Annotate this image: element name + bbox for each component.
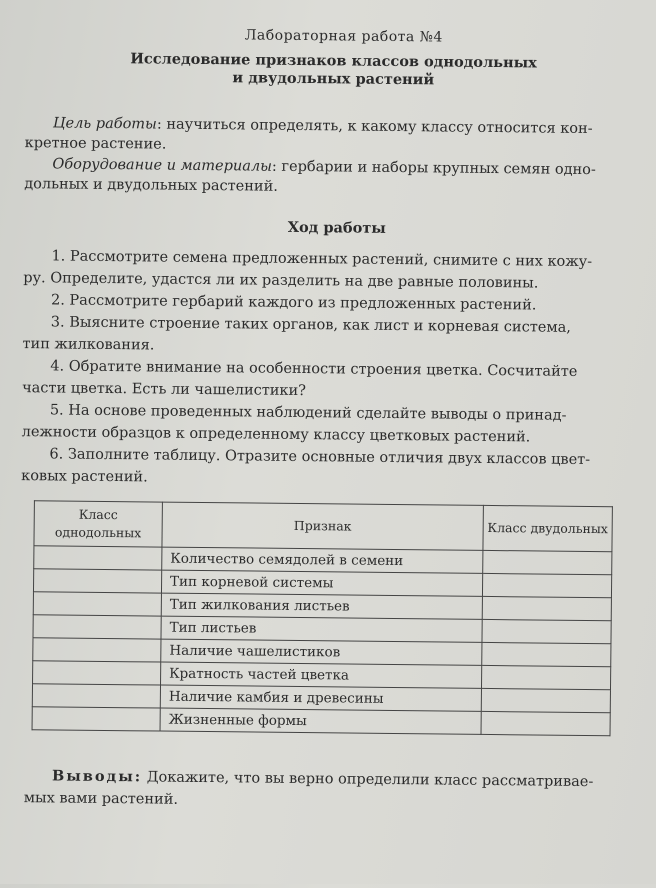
step-3: 3. Выясните строение таких органов, как лист и корневая система, <box>50 314 571 336</box>
goal-text: : научиться определять, к какому классу относится кон- <box>156 116 593 138</box>
conclusion-text: Докажите, что вы верно определили класс рассматривае- <box>142 769 594 791</box>
monocot-cell[interactable] <box>33 638 161 662</box>
dicot-cell[interactable] <box>482 642 611 666</box>
dicot-cell[interactable] <box>481 688 610 712</box>
subtitle-line: и двудольных растений <box>232 69 435 89</box>
header-feature: Признак <box>162 502 483 550</box>
conclusion-line <box>52 767 593 790</box>
feature-cell: Жизненные формы <box>160 708 481 734</box>
subtitle-line: Исследование признаков классов однодольных <box>130 50 537 72</box>
monocot-cell[interactable] <box>33 615 161 639</box>
step-4: 4. Обратите внимание на особенности строения цветка. Сосчитайте <box>50 358 578 380</box>
feature-cell: Тип корневой системы <box>161 570 482 596</box>
feature-cell: Кратность частей цветка <box>161 662 482 688</box>
monocot-cell[interactable] <box>32 684 160 708</box>
conclusion-label: Выводы: <box>51 767 143 786</box>
procedure-heading: Ход работы <box>287 218 386 237</box>
feature-cell: Тип листьев <box>161 616 482 642</box>
monocot-cell[interactable] <box>33 661 161 685</box>
step-2: 2. Рассмотрите гербарий каждого из предложенных растений. <box>50 292 537 314</box>
equipment-label: Оборудование и материалы <box>52 156 273 175</box>
dicot-cell[interactable] <box>482 619 611 643</box>
feature-cell: Наличие чашелистиков <box>161 639 482 665</box>
step-4-cont: части цветка. Есть ли чашелистики? <box>22 380 307 400</box>
dicot-cell[interactable] <box>481 711 610 735</box>
dicot-cell[interactable] <box>481 665 610 689</box>
monocot-cell[interactable] <box>32 707 160 731</box>
step-1: 1. Рассмотрите семена предложенных растений, снимите с них кожу- <box>51 248 593 271</box>
feature-cell: Количество семядолей в семени <box>162 547 483 573</box>
monocot-cell[interactable] <box>34 546 162 570</box>
feature-cell: Тип жилкования листьев <box>161 593 482 619</box>
header-dicots: Класс двудольных <box>483 505 612 551</box>
dicot-cell[interactable] <box>482 596 611 620</box>
table-header-row <box>34 501 612 552</box>
conclusion-line: мых вами растений. <box>23 790 179 808</box>
feature-cell: Наличие камбия и древесины <box>160 685 481 711</box>
equipment-line: дольных и двудольных растений. <box>24 176 278 195</box>
header-monocots: Класс однодольных <box>34 501 162 547</box>
step-5: 5. На основе проведенных наблюдений сделайте выводы о принад- <box>49 402 567 424</box>
step-6: 6. Заполните таблицу. Отразите основные отличия двух классов цвет- <box>49 446 591 469</box>
lab-title: Лабораторная работа №4 <box>244 27 443 46</box>
goal-label: Цель работы <box>52 115 157 133</box>
monocot-cell[interactable] <box>33 592 161 616</box>
dicot-cell[interactable] <box>483 550 612 574</box>
goal-line: кретное растение. <box>24 135 167 153</box>
equipment-text: : гербарии и наборы крупных семян одно- <box>271 158 596 179</box>
step-6-cont: ковых растений. <box>21 468 148 486</box>
table-row <box>32 707 610 736</box>
step-3-cont: тип жилкования. <box>22 336 155 354</box>
monocot-cell[interactable] <box>33 569 161 593</box>
step-5-cont: лежности образцов к определенному классу цветковых растений. <box>21 424 531 446</box>
dicot-cell[interactable] <box>482 573 611 597</box>
step-1-cont: ру. Определите, удастся ли их разделить на две равные половины. <box>23 270 539 292</box>
lab-subtitle <box>3 49 656 92</box>
comparison-table <box>32 500 613 736</box>
